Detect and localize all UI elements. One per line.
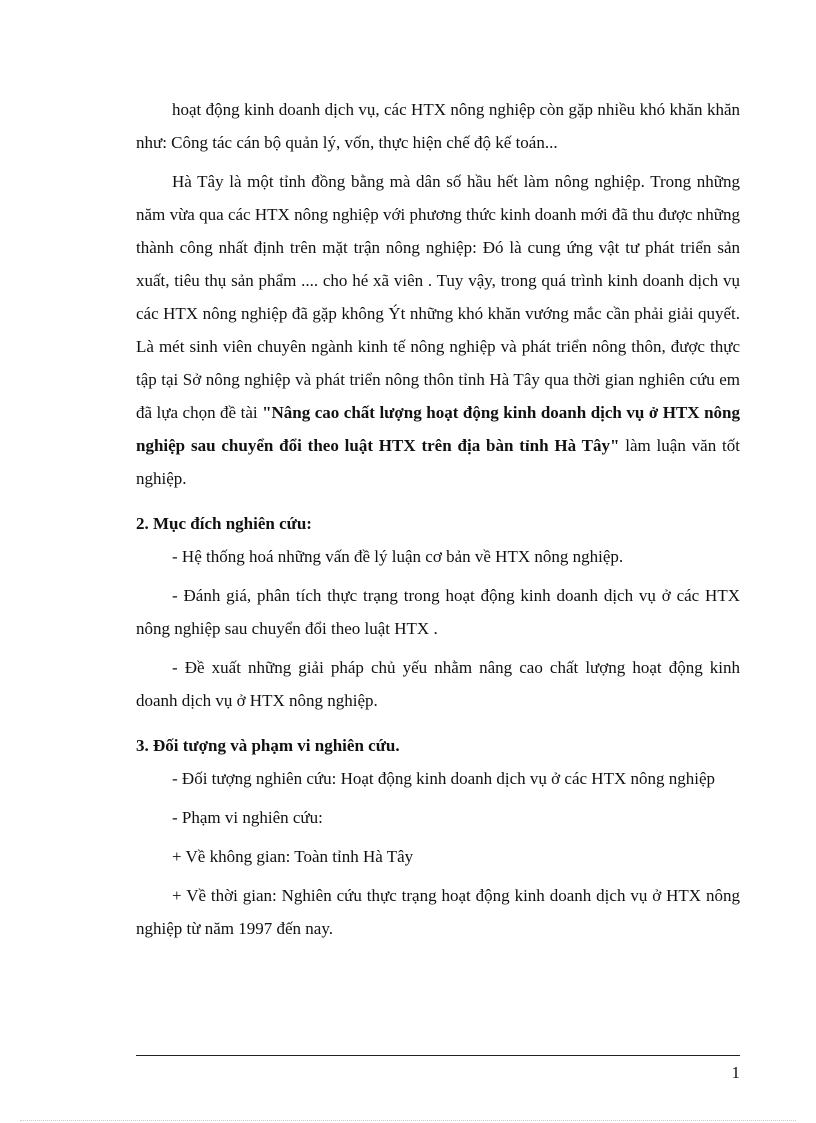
- page-body: [136, 93, 740, 945]
- intro-paragraph-1: hoạt động kinh doanh dịch vụ, các HTX nông nghiệp còn gặp nhiều khó khăn khăn như: Công tác cán bộ quản lý, vốn, thực hiện chế độ kế toán...: [136, 100, 740, 152]
- section-2-heading: 2. Mục đích nghiên cứu:: [136, 514, 312, 533]
- list-item: - Đề xuất những giải pháp chủ yếu nhằm nâng cao chất lượng hoạt động kinh doanh dịch vụ ở HTX nông nghiệp.: [136, 658, 740, 710]
- section-2-list: [136, 540, 740, 717]
- list-item: - Hệ thống hoá những vấn đề lý luận cơ bản về HTX nông nghiệp.: [172, 547, 624, 566]
- section-3-list: [136, 762, 740, 945]
- list-item: + Về không gian: Toàn tỉnh Hà Tây: [172, 847, 414, 866]
- intro-paragraph-2-text: Hà Tây là một tỉnh đồng bằng mà dân số hầu hết làm nông nghiệp. Trong những năm vừa qua các HTX nông nghiệp với phương thức kinh doanh mới đã thu được những thành công nhất định trên mặt trận nông nghiệp: Đó là cung ứng vật tư phát triển sản xuất, tiêu thụ sản phẩm .... cho hé xã viên . Tuy vậy, trong quá trình kinh doanh dịch vụ các HTX nông nghiệp đã gặp không Ýt những khó khăn vướng mắc cần phải giải quyết. Là mét sinh viên chuyên ngành kinh tế nông nghiệp và phát triển nông thôn, được thực tập tại Sở nông nghiệp và phát triển nông thôn tỉnh Hà Tây qua thời gian nghiên cứu em đã lựa chọn đề tài: [136, 172, 740, 422]
- section-3-heading: 3. Đối tượng và phạm vi nghiên cứu.: [136, 736, 400, 755]
- list-item: - Đánh giá, phân tích thực trạng trong hoạt động kinh doanh dịch vụ ở các HTX nông nghiệp sau chuyển đổi theo luật HTX .: [136, 586, 740, 638]
- thesis-title: "Nâng cao chất lượng hoạt động kinh doanh dịch vụ ở HTX nông nghiệp sau chuyển đổi theo luật HTX trên địa bàn tỉnh Hà Tây": [136, 403, 740, 455]
- list-item: - Phạm vi nghiên cứu:: [172, 808, 323, 827]
- list-item: + Về thời gian: Nghiên cứu thực trạng hoạt động kinh doanh dịch vụ ở HTX nông nghiệp từ năm 1997 đến nay.: [136, 886, 740, 938]
- intro-paragraph-2-tail: làm luận văn tốt nghiệp.: [136, 436, 740, 488]
- intro-paragraph-2: [136, 165, 740, 495]
- footer-divider: [136, 1055, 740, 1056]
- page-bottom-border: [20, 1120, 796, 1121]
- list-item: - Đối tượng nghiên cứu: Hoạt động kinh doanh dịch vụ ở các HTX nông nghiệp: [172, 769, 716, 788]
- page-number: 1: [731, 1063, 740, 1082]
